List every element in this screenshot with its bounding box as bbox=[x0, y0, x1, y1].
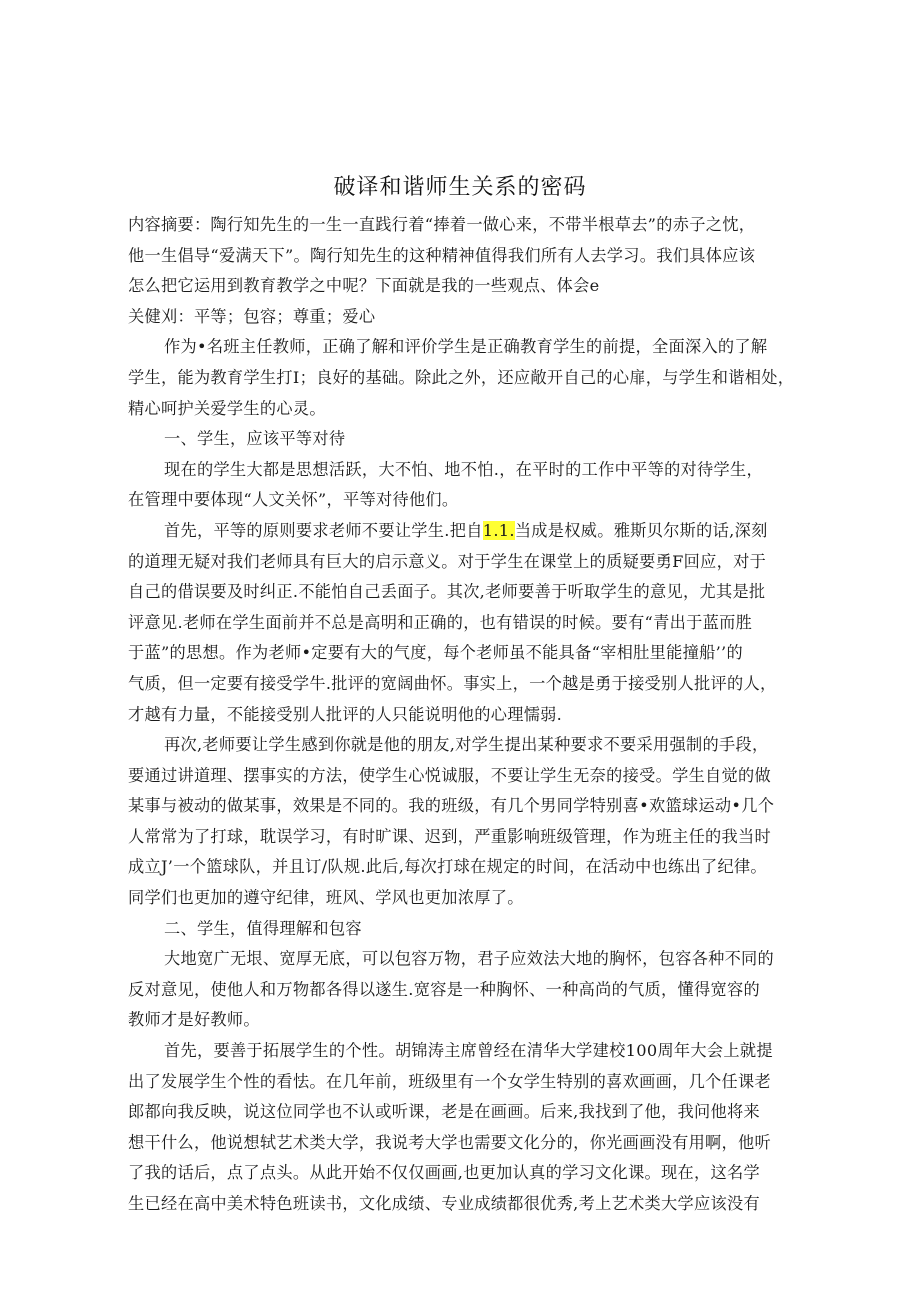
paragraph-line: 学生，能为教育学生打I；良好的基础。除此之外，还应敞开自己的心扉，与学生和谐相处， bbox=[128, 367, 795, 387]
paragraph-line: 在管理中要体现“人文关怀”，平等对待他们。 bbox=[128, 490, 459, 510]
document-body bbox=[128, 210, 794, 1220]
paragraph-line: 了我的话后，点了点头。从此开始不仅仅画画,也更加认真的学习文化课。现在，这名学 bbox=[128, 1163, 760, 1183]
paragraph-line: 再次,老师要让学生感到你就是他的朋友,对学生提出某种要求不要采用强制的手段， bbox=[164, 735, 769, 755]
section-heading: 一、学生，应该平等对待 bbox=[164, 429, 346, 449]
text-segment: 首先，平等的原则要求老师不要让学生.把自 bbox=[164, 520, 483, 540]
paragraph-line: 作为•名班主任教师，正确了解和评价学生是正确教育学生的前提，全面深入的了解 bbox=[164, 337, 768, 357]
keywords-line: 关健刈：平等；包容；尊重；爱心 bbox=[128, 306, 376, 326]
paragraph-line: 气质，但一定要有接受学牛.批评的宽阔曲怀。事实上，一个越是勇于接受别人批评的人， bbox=[128, 673, 777, 693]
document-title: 破译和谐师生关系的密码 bbox=[333, 175, 587, 200]
paragraph-line: 出了发展学生个性的看怯。在几年前，班级里有一个女学生特别的喜欢画画，几个任课老 bbox=[128, 1071, 772, 1091]
paragraph-line: 才越有力量，不能接受别人批评的人只能说明他的心理懦弱. bbox=[128, 704, 563, 724]
paragraph-line: 人常常为了打球，耽误学习，有时旷课、迟到，严重影响班级管理，作为班主任的我当时 bbox=[128, 826, 772, 846]
abstract-line: 内容摘要：陶行知先生的一生一直践行着“捧着一做心来，不带半根草去”的赤子之忱， bbox=[128, 215, 756, 234]
paragraph-line: 评意见.老师在学生面前并不总是高明和正确的，也有错误的时候。要有“青出于蓝而胜 bbox=[128, 612, 753, 632]
paragraph-line: 精心呵护关爱学生的心灵。 bbox=[128, 398, 326, 418]
paragraph-line: 郎都向我反映，说这位同学也不认或听课，老是在画画。后来,我找到了他，我问他将来 bbox=[128, 1102, 760, 1122]
highlighted-text: 1.1. bbox=[482, 520, 515, 540]
paragraph-line: 大地宽广无垠、宽厚无底，可以包容万物，君子应效法大地的胸怀，包容各种不同的 bbox=[164, 949, 775, 969]
paragraph-line: 成立J’一个篮球队，并且订/队规.此后,每次打球在规定的时间，在活动中也练出了纪律。 bbox=[128, 857, 767, 877]
paragraph-line: 自己的借误要及时纠正.不能怕自己丢面子。其次,老师要善于听取学生的意见，尤其是批 bbox=[128, 582, 766, 602]
paragraph-line: 现在的学生大都是思想活跃，大不怕、地不怕.，在平时的工作中平等的对待学生， bbox=[164, 459, 763, 479]
paragraph-line: 教师才是好教师。 bbox=[128, 1010, 260, 1030]
text-segment: 当成是权威。雅斯贝尔斯的话,深刻 bbox=[514, 520, 768, 540]
paragraph-line bbox=[128, 516, 794, 547]
section-heading: 二、学生，值得理解和包容 bbox=[164, 918, 362, 938]
paragraph-line: 于蓝”的思想。作为老师•定要有大的气度，每个老师虽不能具备“宰相肚里能撞船’’的 bbox=[128, 643, 743, 663]
abstract-line: 他一生倡导“爱满天下”。陶行知先生的这种精神值得我们所有人去学习。我们具体应该 bbox=[128, 245, 756, 265]
paragraph-line: 反对意见，使他人和万物都各得以遂生.宽容是一种胸怀、一种高尚的气质，懂得宽容的 bbox=[128, 979, 760, 999]
paragraph-line: 要通过讲道理、摆事实的方法，使学生心悦诚服，不要让学生无奈的接受。学生自觉的做 bbox=[128, 765, 772, 785]
paragraph-line: 同学们也更加的遵守纪律，班风、学风也更加浓厚了。 bbox=[128, 888, 524, 908]
paragraph-line: 生已经在高中美术特色班读书，文化成绩、专业成绩都很优秀,考上艺术类大学应该没有 bbox=[128, 1194, 760, 1213]
paragraph-line: 首先，要善于拓展学生的个性。胡锦涛主席曾经在清华大学建校100周年大会上就提 bbox=[164, 1041, 773, 1061]
paragraph-line: 的道理无疑对我们老师具有巨大的启示意义。对于学生在课堂上的质疑要勇F回应，对于 bbox=[128, 551, 767, 571]
paragraph-line: 想干什么，他说想轼艺术类大学，我说考大学也需要文化分的，你光画画没有用啊，他听 bbox=[128, 1132, 772, 1152]
paragraph-line: 某事与被动的做某事，效果是不同的。我的班级，有几个男同学特别喜•欢篮球运动•几个 bbox=[128, 796, 775, 816]
abstract-line: 怎么把它运用到教育教学之中呢？下面就是我的一些观点、体会e bbox=[128, 276, 600, 296]
